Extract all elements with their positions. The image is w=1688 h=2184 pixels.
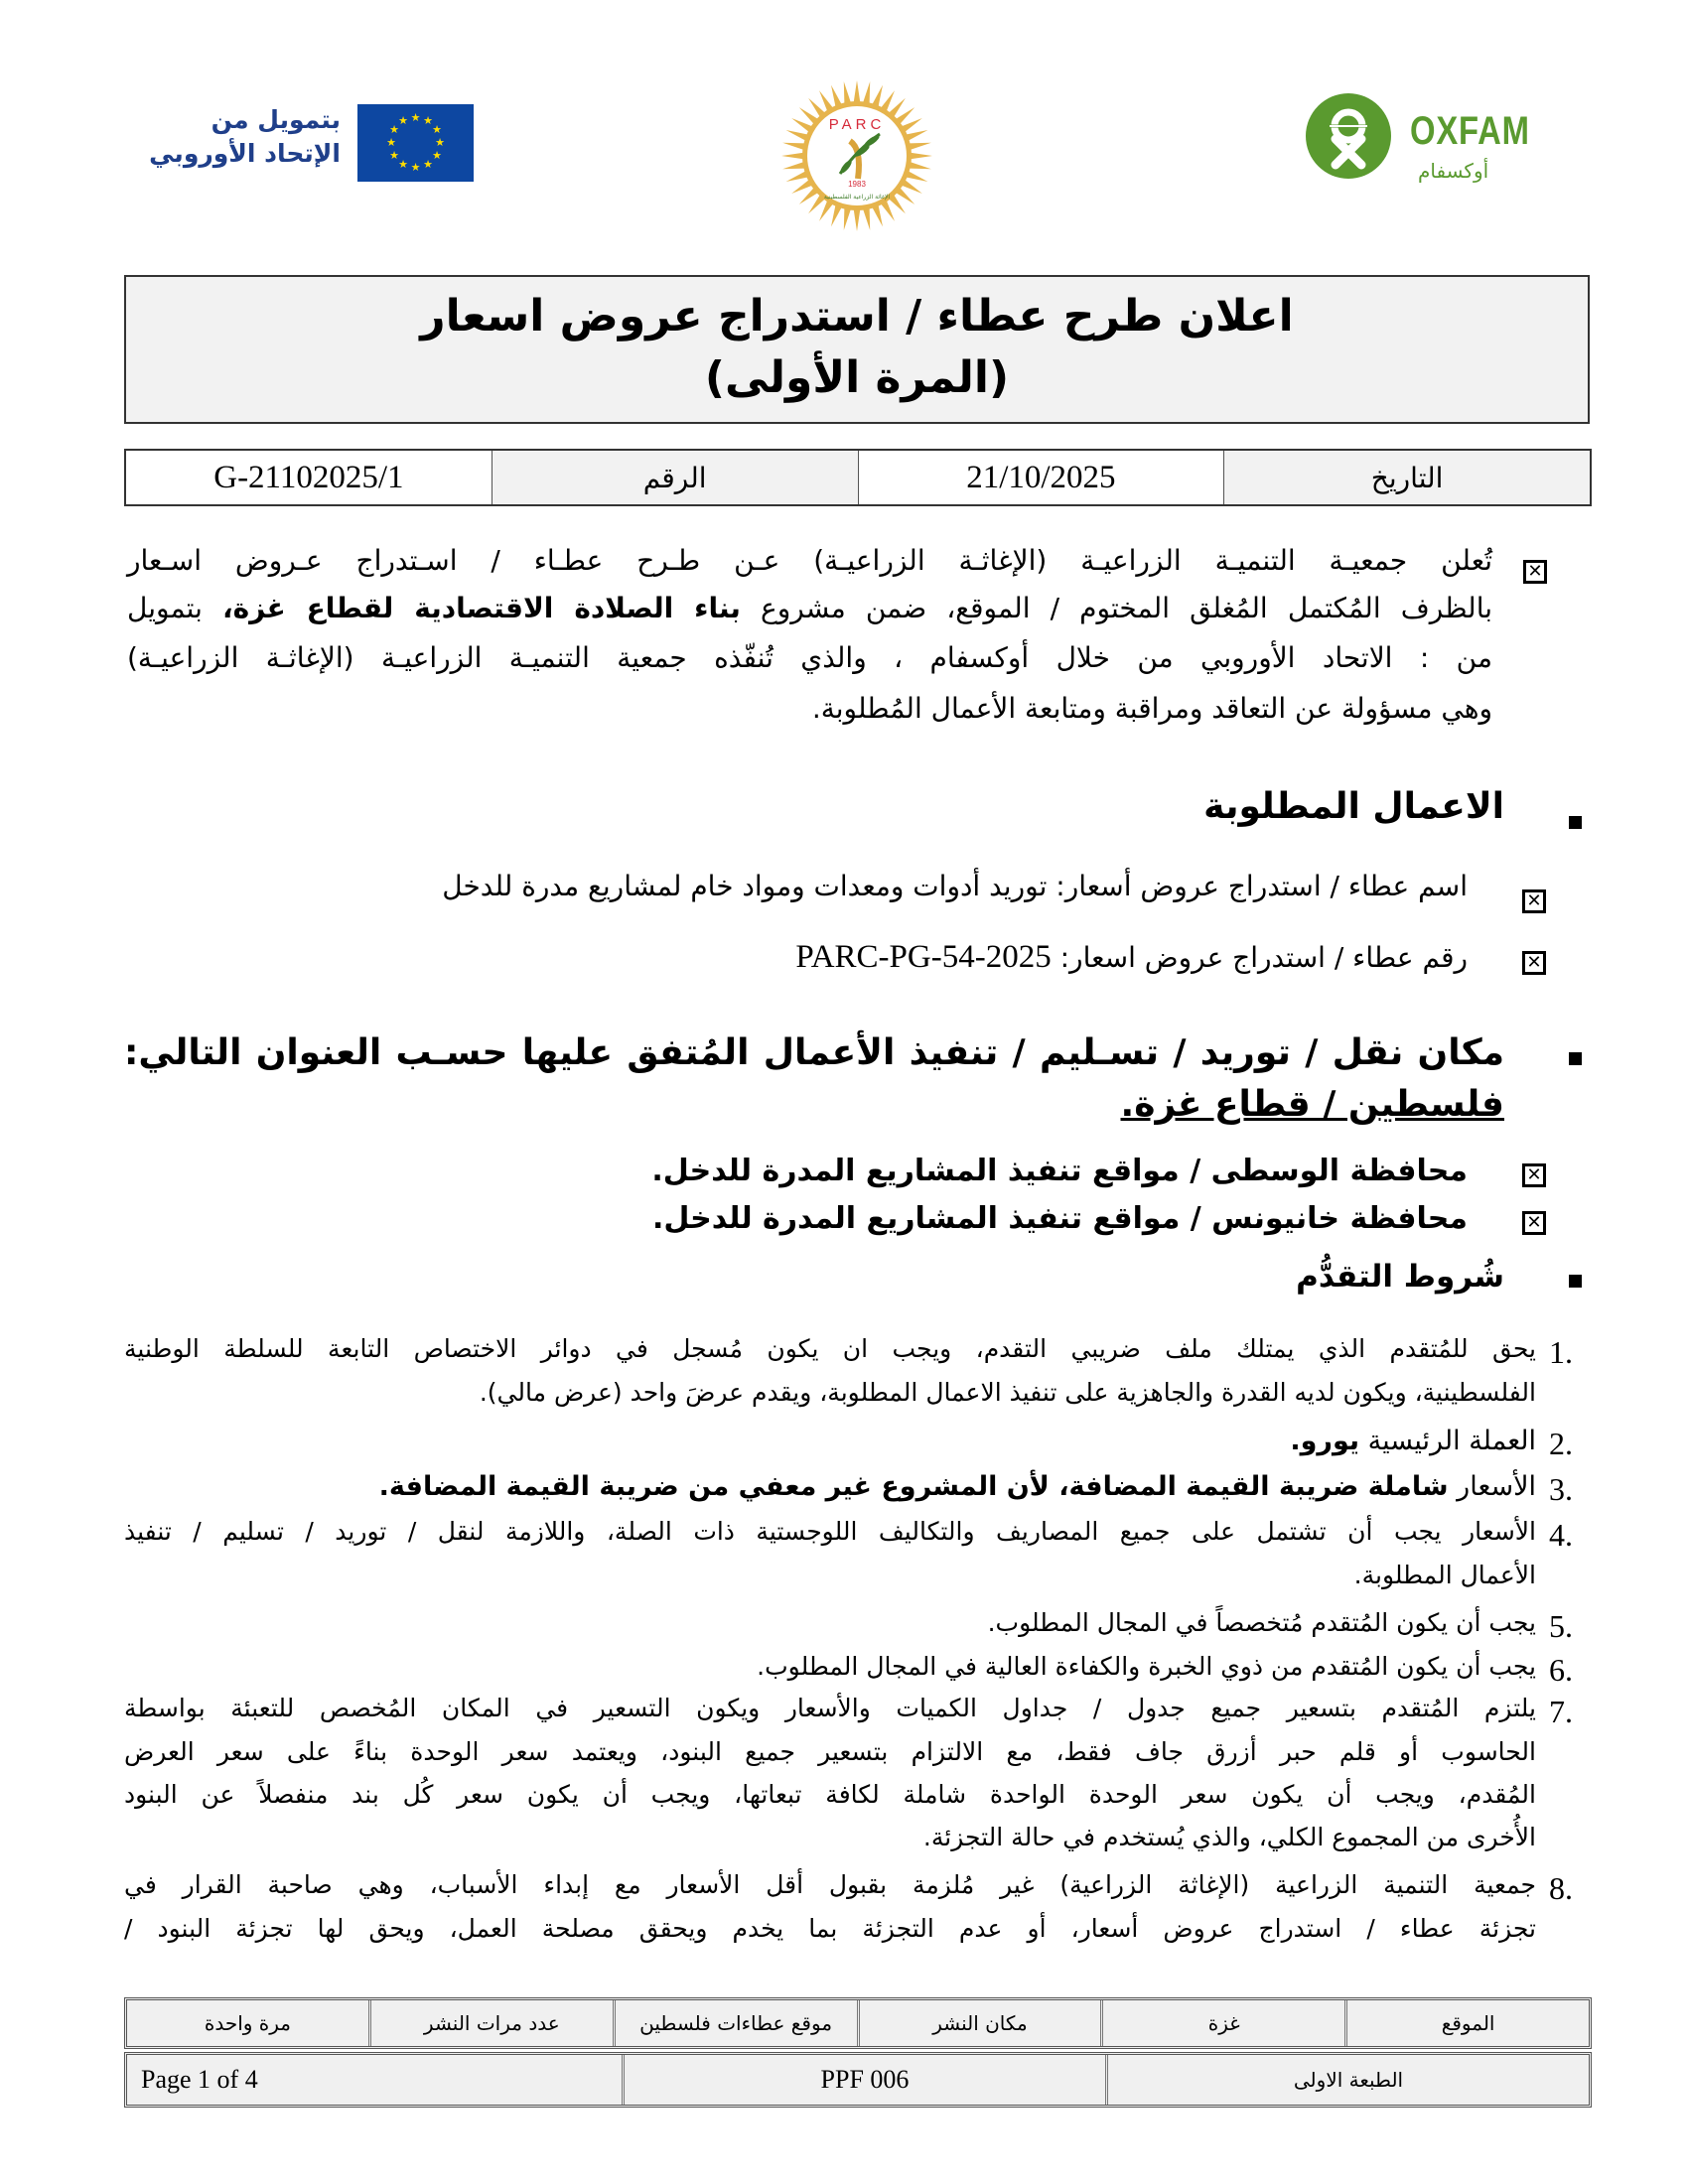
eu-stars-icon xyxy=(357,104,474,182)
intro-line-3: من : الاتحاد الأوروبي من خلال أوكسفام ، والذي تُنفّذه جمعية التنميـة الزراعيـة (الإغاثـة الزراعيـة) xyxy=(127,641,1492,674)
tender-name-value: توريد أدوات ومعدات ومواد خام لمشاريع مدرة للدخل xyxy=(442,870,1048,902)
svg-text:★: ★ xyxy=(410,161,421,174)
condition-5: يجب أن يكون المُتقدم مُتخصصاً في المجال المطلوب. xyxy=(987,1608,1536,1637)
conditions-heading: شُروط التقدُّم xyxy=(1296,1259,1504,1295)
footer-edition: الطبعة الاولى xyxy=(1105,2055,1589,2105)
footer-publish-count-value: مرة واحدة xyxy=(204,2011,292,2035)
sun-ray xyxy=(863,208,870,230)
sun-ray xyxy=(910,143,931,150)
condition-2 xyxy=(1290,1426,1536,1456)
parc-logo xyxy=(780,79,933,232)
checkbox-icon: ✕ xyxy=(1522,1163,1546,1187)
tender-number-value: PARC-PG-54-2025 xyxy=(795,939,1052,975)
list-number: 3. xyxy=(1549,1471,1573,1507)
sun-ray xyxy=(786,171,808,182)
footer-document-table xyxy=(124,2052,1592,2108)
sun-ray xyxy=(910,162,931,169)
condition-8-line-2: تجزئة عطاء / استدراج عروض أسعار، أو عدم التجزئة بما يخدم ويحقق مصلحة العمل، ويحق لها تجزئة البنود / xyxy=(124,1914,1536,1943)
footer-publish-count-label: عدد مرات النشر xyxy=(368,2000,613,2046)
date-value: 21/10/2025 xyxy=(858,451,1224,504)
eu-funding-text xyxy=(149,103,341,171)
condition-3-text-end: لأن المشروع غير معفي من ضريبة القيمة المضافة. xyxy=(378,1471,1059,1502)
intro-line-1: تُعلن جمعيـة التنميـة الزراعيـة (الإغاثـة الزراعيـة) عـن طـرح عطـاء / اسـتدراج عـروض اسـعار xyxy=(127,544,1492,577)
condition-6: يجب أن يكون المُتقدم من ذوي الخبرة والكفاءة العالية في المجال المطلوب. xyxy=(757,1652,1536,1681)
sun-ray xyxy=(786,130,808,141)
location-region: فلسطين / قطاع غزة. xyxy=(1120,1084,1504,1125)
intro-line-2-text: بالظرف المُكتمل المُغلق المختوم / الموقع، ضمن مشروع xyxy=(740,592,1493,624)
list-number: 2. xyxy=(1549,1426,1573,1461)
svg-text:★: ★ xyxy=(398,114,408,127)
condition-7-line-2: الحاسوب أو قلم حبر أزرق جاف فقط، مع الالتزام بتسعير جميع البنود، ويعتمد سعر الوحدة بناءً على سعر العرض xyxy=(124,1737,1536,1766)
intro-line-4: وهي مسؤولة عن التعاقد ومراقبة ومتابعة الأعمال المُطلوبة. xyxy=(811,692,1492,725)
square-bullet-icon xyxy=(1569,1052,1582,1065)
sun-ray xyxy=(863,81,870,103)
square-bullet-icon xyxy=(1569,816,1582,829)
footer-page-number: Page 1 of 4 xyxy=(141,2065,258,2094)
condition-7-line-3: المُقدم، ويجب أن يكون سعر الوحدة الواحدة شاملة لكافة تبعاتها، ويجب أن يكون سعر كُل بند منفصلاً عن البنود xyxy=(124,1780,1536,1809)
svg-text:★: ★ xyxy=(386,136,396,149)
sun-ray xyxy=(831,205,842,227)
sun-ray xyxy=(872,205,883,227)
sun-ray xyxy=(854,209,861,231)
sun-ray xyxy=(911,153,932,160)
oxfam-logo-icon xyxy=(1306,93,1391,179)
condition-1-line-1: يحق للمُتقدم الذي يمتلك ملف ضريبي التقدم، ويجب ان يكون مُسجل في دوائر الاختصاص التابعة للسلطة الوطنية xyxy=(124,1334,1536,1363)
condition-7-line-1: يلتزم المُتقدم بتسعير جميع جدول / جداول الكميات والأسعار ويكون التسعير في المكان المُخصص للتعبئة بواسطة xyxy=(124,1694,1536,1722)
condition-4-line-2: الأعمال المطلوبة. xyxy=(1353,1561,1536,1589)
announcement-title-box xyxy=(124,275,1590,424)
svg-text:★: ★ xyxy=(398,158,408,171)
page-title: اعلان طرح عطاء / استدراج عروض اسعار xyxy=(420,291,1294,341)
list-number: 4. xyxy=(1549,1517,1573,1553)
footer-location-value: غزة xyxy=(1100,2000,1344,2046)
condition-4-line-1: الأسعار يجب أن تشتمل على جميع المصاريف والتكاليف اللوجستية ذات الصلة، واللازمة لنقل / توريد / تسليم / تنفيذ xyxy=(124,1517,1536,1546)
location-heading: مكان نقل / توريد / تسـليم / تنفيذ الأعمال المُتفق عليها حسـب العنوان التالي: xyxy=(124,1032,1504,1073)
footer-publish-place-label: مكان النشر xyxy=(857,2000,1101,2046)
eu-funding-line2: الإتحاد الأوروبي xyxy=(149,139,341,168)
page-subtitle: (المرة الأولى) xyxy=(704,352,1010,403)
list-number: 8. xyxy=(1549,1870,1573,1906)
number-value: G-21102025/1 xyxy=(126,451,492,504)
condition-1-line-2: الفلسطينية، ويكون لديه القدرة والجاهزية على تنفيذ الاعمال المطلوبة، ويقدم عرضَ واحد (عرض مالي). xyxy=(479,1378,1536,1407)
parc-year: 1983 xyxy=(848,180,866,189)
checkbox-icon: ✕ xyxy=(1522,1211,1546,1235)
list-number: 6. xyxy=(1549,1652,1573,1688)
condition-3-text: الأسعار xyxy=(1448,1471,1536,1502)
intro-line-2-end: بتمويل xyxy=(127,592,223,624)
svg-text:★: ★ xyxy=(410,111,421,124)
condition-8-line-1: جمعية التنمية الزراعية (الإغاثة الزراعية) غير مُلزمة بقبول أقل الأسعار مع إبداء الأسباب، وهي صاحبة القرار في xyxy=(124,1870,1536,1899)
project-name: بناء الصلادة الاقتصادية لقطاع غزة، xyxy=(222,592,741,624)
svg-text:★: ★ xyxy=(432,149,442,162)
sun-ray xyxy=(854,80,861,102)
sun-ray xyxy=(781,153,803,160)
oxfam-name: OXFAM xyxy=(1410,109,1530,153)
svg-text:★: ★ xyxy=(389,123,399,136)
sun-ray xyxy=(782,162,804,169)
checkbox-icon: ✕ xyxy=(1522,951,1546,975)
tender-name-label: اسم عطاء / استدراج عروض أسعار: xyxy=(1047,870,1468,902)
footer-location-label: الموقع xyxy=(1344,2000,1589,2046)
condition-3 xyxy=(379,1471,1536,1502)
footer-publish-place-value: موقع عطاءات فلسطين xyxy=(613,2000,857,2046)
location-item-2: محافظة خانيونس / مواقع تنفيذ المشاريع المدرة للدخل. xyxy=(651,1201,1468,1236)
svg-text:★: ★ xyxy=(435,136,445,149)
svg-text:★: ★ xyxy=(423,158,433,171)
list-number: 7. xyxy=(1549,1694,1573,1729)
works-heading: الاعمال المطلوبة xyxy=(1203,786,1504,827)
svg-text:★: ★ xyxy=(432,123,442,136)
sun-ray xyxy=(907,171,928,182)
sun-ray xyxy=(782,143,804,150)
condition-7-line-4: الأُخرى من المجموع الكلي، والذي يُستخدم في حالة التجزئة. xyxy=(922,1823,1536,1851)
sun-ray xyxy=(844,208,851,230)
svg-text:★: ★ xyxy=(389,149,399,162)
footer-publication-table xyxy=(124,1997,1592,2049)
list-number: 1. xyxy=(1549,1334,1573,1370)
condition-3-bold: شاملة ضريبة القيمة المضافة، xyxy=(1058,1471,1449,1502)
sun-ray xyxy=(907,130,928,141)
condition-2-text: العملة الرئيسية xyxy=(1359,1426,1536,1456)
location-item-1: محافظة الوسطى / مواقع تنفيذ المشاريع المدرة للدخل. xyxy=(651,1154,1468,1188)
date-number-table xyxy=(124,449,1592,506)
checkbox-icon: ✕ xyxy=(1522,889,1546,913)
sun-ray xyxy=(831,85,842,107)
list-number: 5. xyxy=(1549,1608,1573,1644)
tender-number xyxy=(795,939,1468,976)
eu-funding-line1: بتمويل من xyxy=(211,105,341,134)
sun-ray xyxy=(872,85,883,107)
tender-number-label: رقم عطاء / استدراج عروض اسعار: xyxy=(1051,941,1468,974)
square-bullet-icon xyxy=(1569,1275,1582,1288)
sun-ray xyxy=(844,81,851,103)
date-label: التاريخ xyxy=(1223,451,1590,504)
eu-flag-logo xyxy=(357,104,474,182)
intro-line-2 xyxy=(127,592,1492,624)
footer-form-code: PPF 006 xyxy=(622,2055,1105,2105)
parc-name: PARC xyxy=(828,116,886,133)
condition-2-bold: يورو. xyxy=(1290,1426,1360,1456)
number-label: الرقم xyxy=(492,451,858,504)
checkbox-icon: ✕ xyxy=(1523,560,1547,584)
parc-arabic-name: الإغاثة الزراعية الفلسطينية xyxy=(823,194,891,201)
oxfam-arabic-name: أوكسفام xyxy=(1418,159,1489,183)
tender-name xyxy=(442,870,1468,902)
svg-text:★: ★ xyxy=(423,114,433,127)
